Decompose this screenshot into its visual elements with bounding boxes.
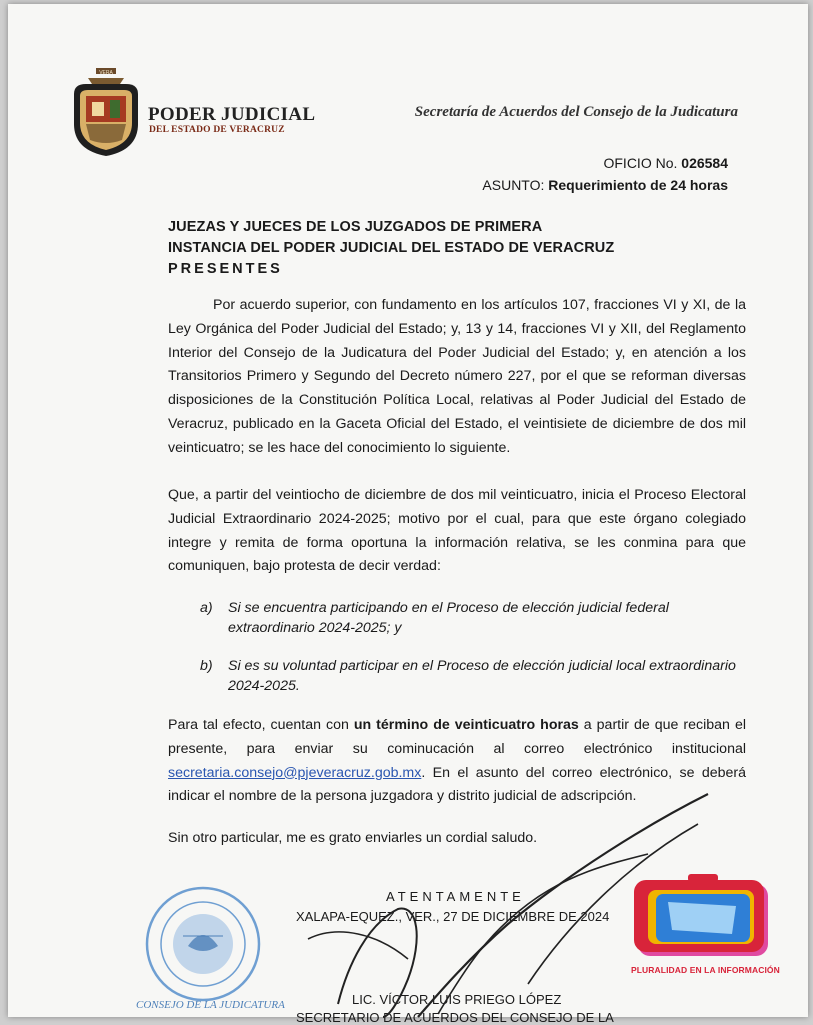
lugar-fecha: XALAPA-EQUEZ., VER., 27 DE DICIEMBRE DE 2024 xyxy=(296,909,610,924)
termino-text-post: . En el asunto del correo electrónico, se deberá indicar el nombre de la persona juzgadora y distrito judicial de adscripción. xyxy=(168,764,746,805)
org-name: PODER JUDICIAL xyxy=(148,104,316,125)
list-letter-b: b) xyxy=(200,658,213,674)
atentamente: ATENTAMENTE xyxy=(386,889,525,904)
poder-judicial-crest-icon xyxy=(66,66,146,158)
oficio-label: OFICIO No. xyxy=(603,155,682,171)
official-seal-icon xyxy=(138,884,268,1014)
list-text-b: Si es su voluntad participar en el Proceso de elección judicial local extraordinario 2024-2025. xyxy=(228,658,736,694)
seal-label: CONSEJO DE LA JUDICATURA xyxy=(136,999,285,1011)
paragraph-termino xyxy=(168,714,746,809)
asunto-value: Requerimiento de 24 horas xyxy=(548,177,728,193)
paragraph-fundamento: Por acuerdo superior, con fundamento en los artículos 107, fracciones VI y XI, de la Ley Orgánica del Poder Judicial del Estado; y, 13 y 14, fracciones VI y XII, del Reglamento Interior del Consejo de la Judicatura del Poder Judicial del Estado; y, en atención a los Transitorios Primero y Segundo del Decreto número 227, por el que se reforman diversas disposiciones de la Constitución Política Local, relativas al Poder Judicial del Estado de Veracruz, publicado en la Gaceta Oficial del Estado, el veintisiete de diciembre de dos mil veinticuatro; se les hace del conocimiento lo siguiente. xyxy=(168,297,746,456)
crest-text: VERA xyxy=(99,70,113,76)
paragraph-despedida: Sin otro particular, me es grato enviarles un cordial saludo. xyxy=(168,830,538,846)
signatory-name: LIC. VÍCTOR LUIS PRIEGO LÓPEZ xyxy=(352,992,562,1007)
termino-text-mid: a partir de que reciban el presente, para enviar su cominucación al correo electrónico institucional xyxy=(168,717,746,757)
document-page xyxy=(8,4,808,1025)
termino-bold: un término de veinticuatro horas xyxy=(353,717,579,733)
signatory-title: SECRETARIO DE ACUERDOS DEL CONSEJO DE LA xyxy=(296,1010,614,1025)
asunto-label: ASUNTO: xyxy=(482,177,549,193)
addressee-presentes: PRESENTES xyxy=(168,261,283,277)
secretaria-heading: Secretaría de Acuerdos del Consejo de la Judicatura xyxy=(414,104,738,120)
email-link[interactable]: secretaria.consejo@pjeveracruz.gob.mx xyxy=(168,764,422,781)
list-text-a: Si se encuentra participando en el Proceso de elección judicial federal extraordinario 2024-2025; y xyxy=(228,600,669,636)
org-subtitle: DEL ESTADO DE VERACRUZ xyxy=(149,125,285,135)
addressee-line-2: INSTANCIA DEL PODER JUDICIAL DEL ESTADO DE VERACRUZ xyxy=(168,240,615,256)
oficio-value: 026584 xyxy=(681,155,728,171)
paragraph-proceso: Que, a partir del veintiocho de diciembre de dos mil veinticuatro, inicia el Proceso Electoral Judicial Extraordinario 2024-2025; motivo por el cual, para que este órgano colegiado integre y remita de forma oportuna la información relativa, se les conmina para que comuniquen, bajo protesta de decir verdad: xyxy=(168,487,746,575)
list-letter-a: a) xyxy=(200,600,213,616)
list-item-a xyxy=(200,598,748,638)
watermark-text: PLURALIDAD EN LA INFORMACIÓN xyxy=(631,965,780,975)
list-item-b xyxy=(200,656,748,696)
addressee-line-1: JUEZAS Y JUECES DE LOS JUZGADOS DE PRIMERA xyxy=(168,219,543,235)
termino-text-pre: Para tal efecto, cuentan con xyxy=(168,717,354,733)
asunto xyxy=(482,177,728,193)
oficio-number xyxy=(603,155,728,171)
